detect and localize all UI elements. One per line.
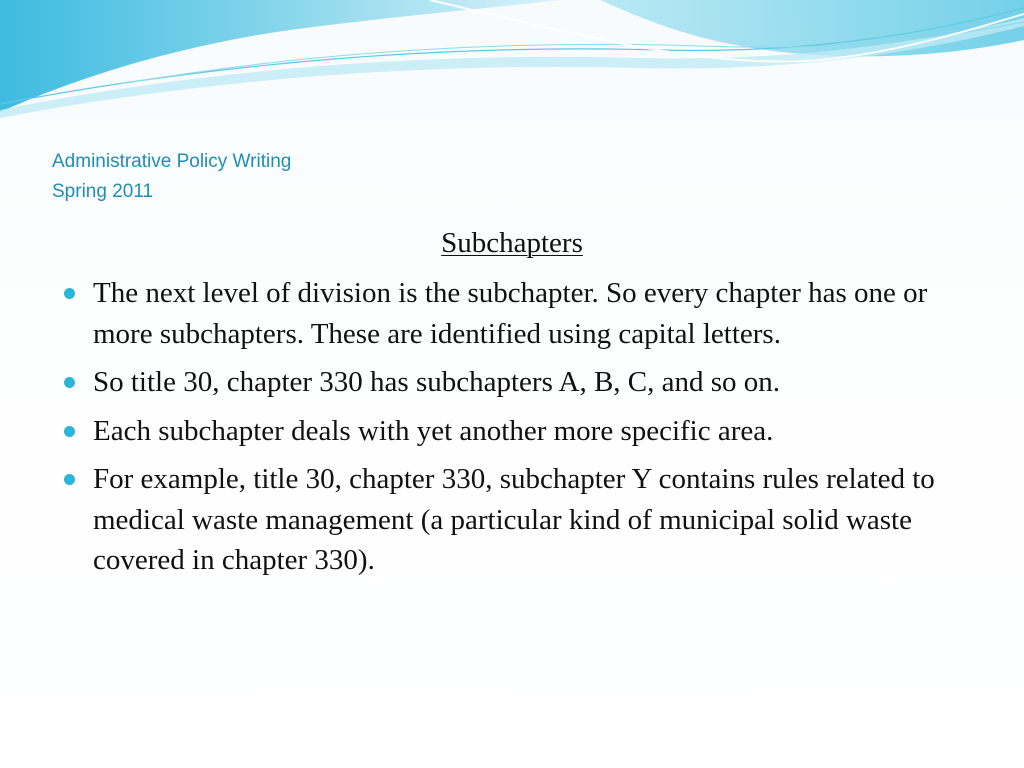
bullet-text: Each subchapter deals with yet another more specific area. [93, 414, 774, 447]
bullet-item [64, 273, 964, 354]
slide-title [52, 147, 291, 207]
bullet-dot-icon [64, 474, 75, 485]
bullet-item [64, 459, 964, 581]
header-wave-decoration [0, 0, 1024, 130]
bullet-list [64, 273, 964, 589]
bullet-text: So title 30, chapter 330 has subchapters A, B, C, and so on. [93, 366, 781, 398]
bullet-item [64, 362, 964, 403]
bullet-item [64, 411, 964, 452]
bullet-dot-icon [64, 288, 75, 299]
bullet-dot-icon [64, 377, 75, 388]
title-line-2: Spring 2011 [52, 181, 154, 202]
bullet-dot-icon [64, 426, 75, 437]
bullet-text: For example, title 30, chapter 330, subchapter Y contains rules related to medical waste management (a particular kind of municipal solid waste covered in chapter 330). [93, 463, 935, 576]
section-heading [0, 223, 1024, 263]
bullet-text: The next level of division is the subchapter. So every chapter has one or more subchapters. These are identified using capital letters. [93, 277, 928, 350]
title-line-1: Administrative Policy Writing [52, 151, 292, 172]
section-heading-text: Subchapters [441, 227, 583, 259]
